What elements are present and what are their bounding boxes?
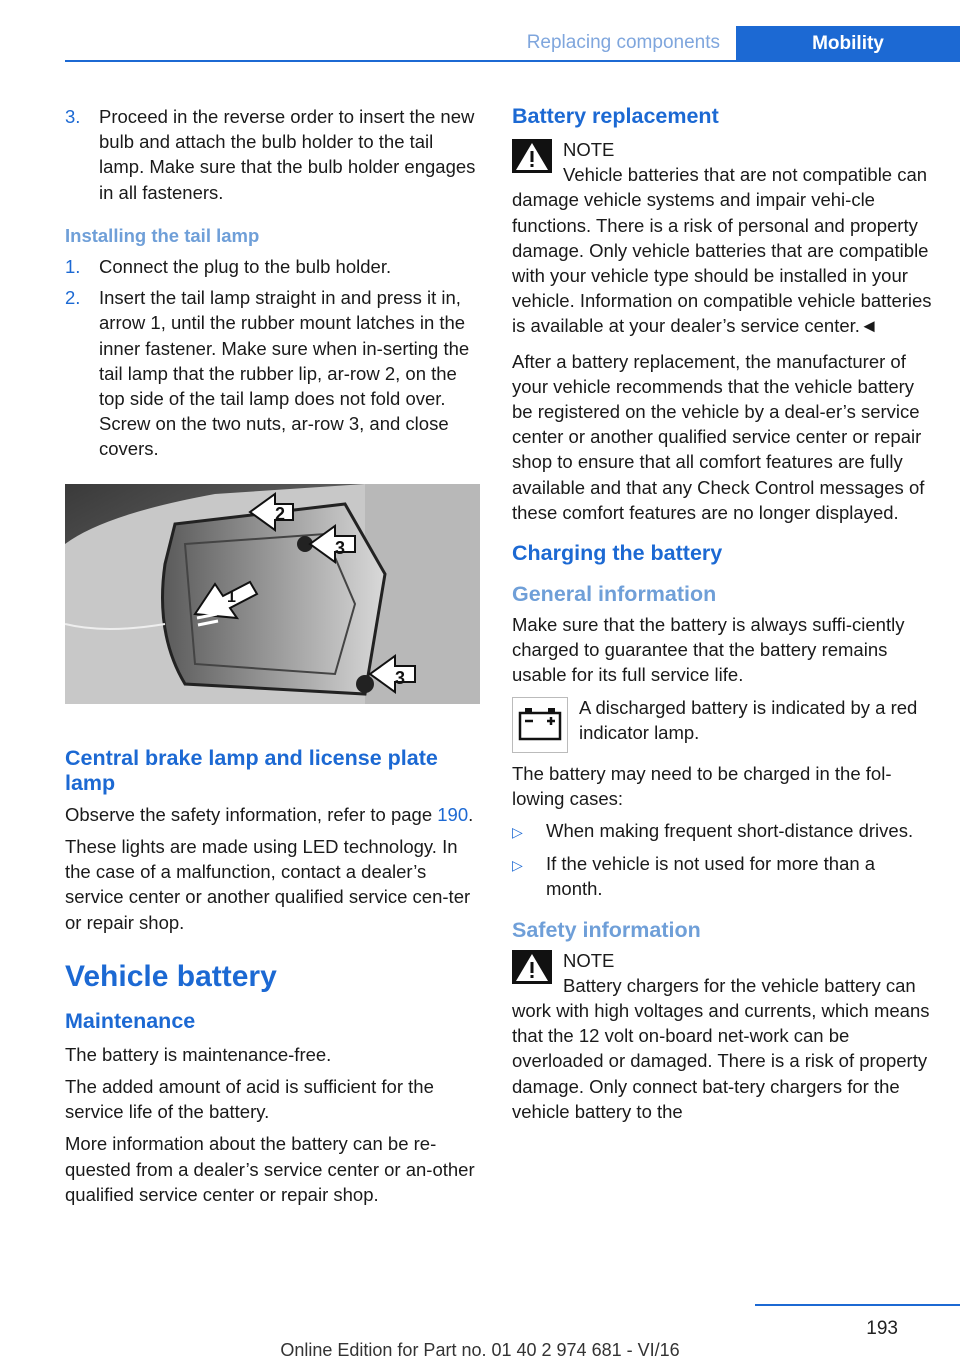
battery-replacement-heading: Battery replacement: [512, 104, 719, 128]
replacement-paragraph: After a battery replacement, the manufacturer of your vehicle recommends that the vehicle battery be registered on the vehicle by a deal-er’s service center or another qualified service center or repair shop to ensure that all comfort features are fully available and that any Check Control messages of these comfort features are no longer displayed.: [512, 350, 925, 523]
bullet-triangle-icon: ▷: [512, 857, 523, 874]
brake-p1: Observe the safety information, refer to page 190.: [65, 803, 474, 825]
maint-p2: The added amount of acid is sufficient for the service life of the battery.: [65, 1076, 434, 1123]
step-text: Connect the plug to the bulb holder.: [99, 256, 392, 278]
bullet-text: If the vehicle is not used for more than a month.: [546, 853, 876, 900]
warning-icon: [512, 950, 552, 984]
step-number: 1.: [65, 256, 81, 278]
indicator-row: [512, 695, 932, 753]
vehicle-battery-heading: Vehicle battery: [65, 959, 277, 993]
note-text: Battery chargers for the vehicle battery can work with high voltages and currents, which means that the 12 volt on-board net-work can be overloaded or damaged. There is a risk of property damage. Only connect bat-tery chargers for the vehicle battery to the: [512, 974, 930, 1122]
step-number: 2.: [65, 287, 81, 309]
header-chapter-tab[interactable]: Mobility: [736, 26, 960, 62]
list-item: [65, 254, 482, 279]
bullet-triangle-icon: ▷: [512, 824, 523, 841]
warning-icon: [512, 139, 552, 173]
battery-indicator-icon: [512, 697, 568, 753]
bullet-text: When making frequent short-distance drives.: [546, 820, 914, 842]
list-item: [512, 818, 932, 845]
note-title: NOTE: [563, 139, 615, 160]
brake-lamp-heading: Central brake lamp and license plate lamp: [65, 745, 438, 795]
step-number: 3.: [65, 106, 81, 127]
brake-p2: These lights are made using LED technology. In the case of a malfunction, contact a dealer’s service center or another qualified service cen-ter or repair shop.: [65, 836, 471, 933]
safety-information-heading: Safety information: [512, 917, 701, 942]
indicator-text: A discharged battery is indicated by a red indicator lamp.: [579, 696, 918, 743]
header-section-title: Replacing components: [526, 32, 720, 53]
tail-lamp-photo: [65, 484, 480, 704]
general-information-heading: General information: [512, 582, 717, 607]
maintenance-heading: Maintenance: [65, 1008, 196, 1033]
note-block: [512, 948, 932, 1124]
arrow-3-lower-label: 3: [395, 667, 406, 688]
step-text: Proceed in the reverse order to insert the new bulb and attach the bulb holder to the tail lamp. Make sure that the bulb holder engages in all fasteners.: [99, 106, 476, 203]
arrow-1-label: 1: [227, 588, 236, 606]
list-item: [65, 104, 482, 205]
note-text: Vehicle batteries that are not compatible can damage vehicle systems and impair vehi-cle functions. There is a risk of personal and property damage. Only vehicle batteries that are compatible with your vehicle type should be installed in your vehicle. Information on compatible vehicle batteries is available at your dealer’s service center.◄: [512, 164, 932, 337]
note-title: NOTE: [563, 949, 615, 971]
installing-tail-lamp-heading: Installing the tail lamp: [65, 224, 260, 246]
edition-footer: Online Edition for Part no. 01 40 2 974 681 - VI/16: [280, 1340, 680, 1360]
page-link[interactable]: 190: [437, 803, 469, 825]
maint-p1: The battery is maintenance-free.: [65, 1043, 332, 1065]
charge-paragraph: The battery may need to be charged in the fol-lowing cases:: [512, 762, 892, 809]
arrow-3-upper-label: 3: [335, 537, 346, 558]
arrow-2-label: 2: [275, 503, 286, 524]
charging-heading: Charging the battery: [512, 541, 723, 566]
maint-p3: More information about the battery can be re-quested from a dealer’s service center or an-other qualified service center or repair shop.: [65, 1133, 475, 1205]
list-item: [65, 285, 482, 461]
step-text: Insert the tail lamp straight in and press it in, arrow 1, until the rubber mount latches in the inner fastener. Make sure when in-serting the tail lamp that the rubber lip, ar-row 2, on the top side of the tail lamp does not fold over. Screw on the two nuts, ar-row 3, and close covers.: [99, 287, 470, 460]
note-block: [512, 137, 932, 339]
list-item: [512, 851, 932, 901]
general-paragraph: Make sure that the battery is always suffi-ciently charged to guarantee that the battery remains usable for its full service life.: [512, 614, 905, 686]
footer-rule: [755, 1304, 960, 1306]
left-column: [65, 104, 482, 1214]
page-header: [65, 26, 960, 62]
page-number: 193: [866, 1318, 898, 1339]
right-column: [512, 104, 932, 1134]
